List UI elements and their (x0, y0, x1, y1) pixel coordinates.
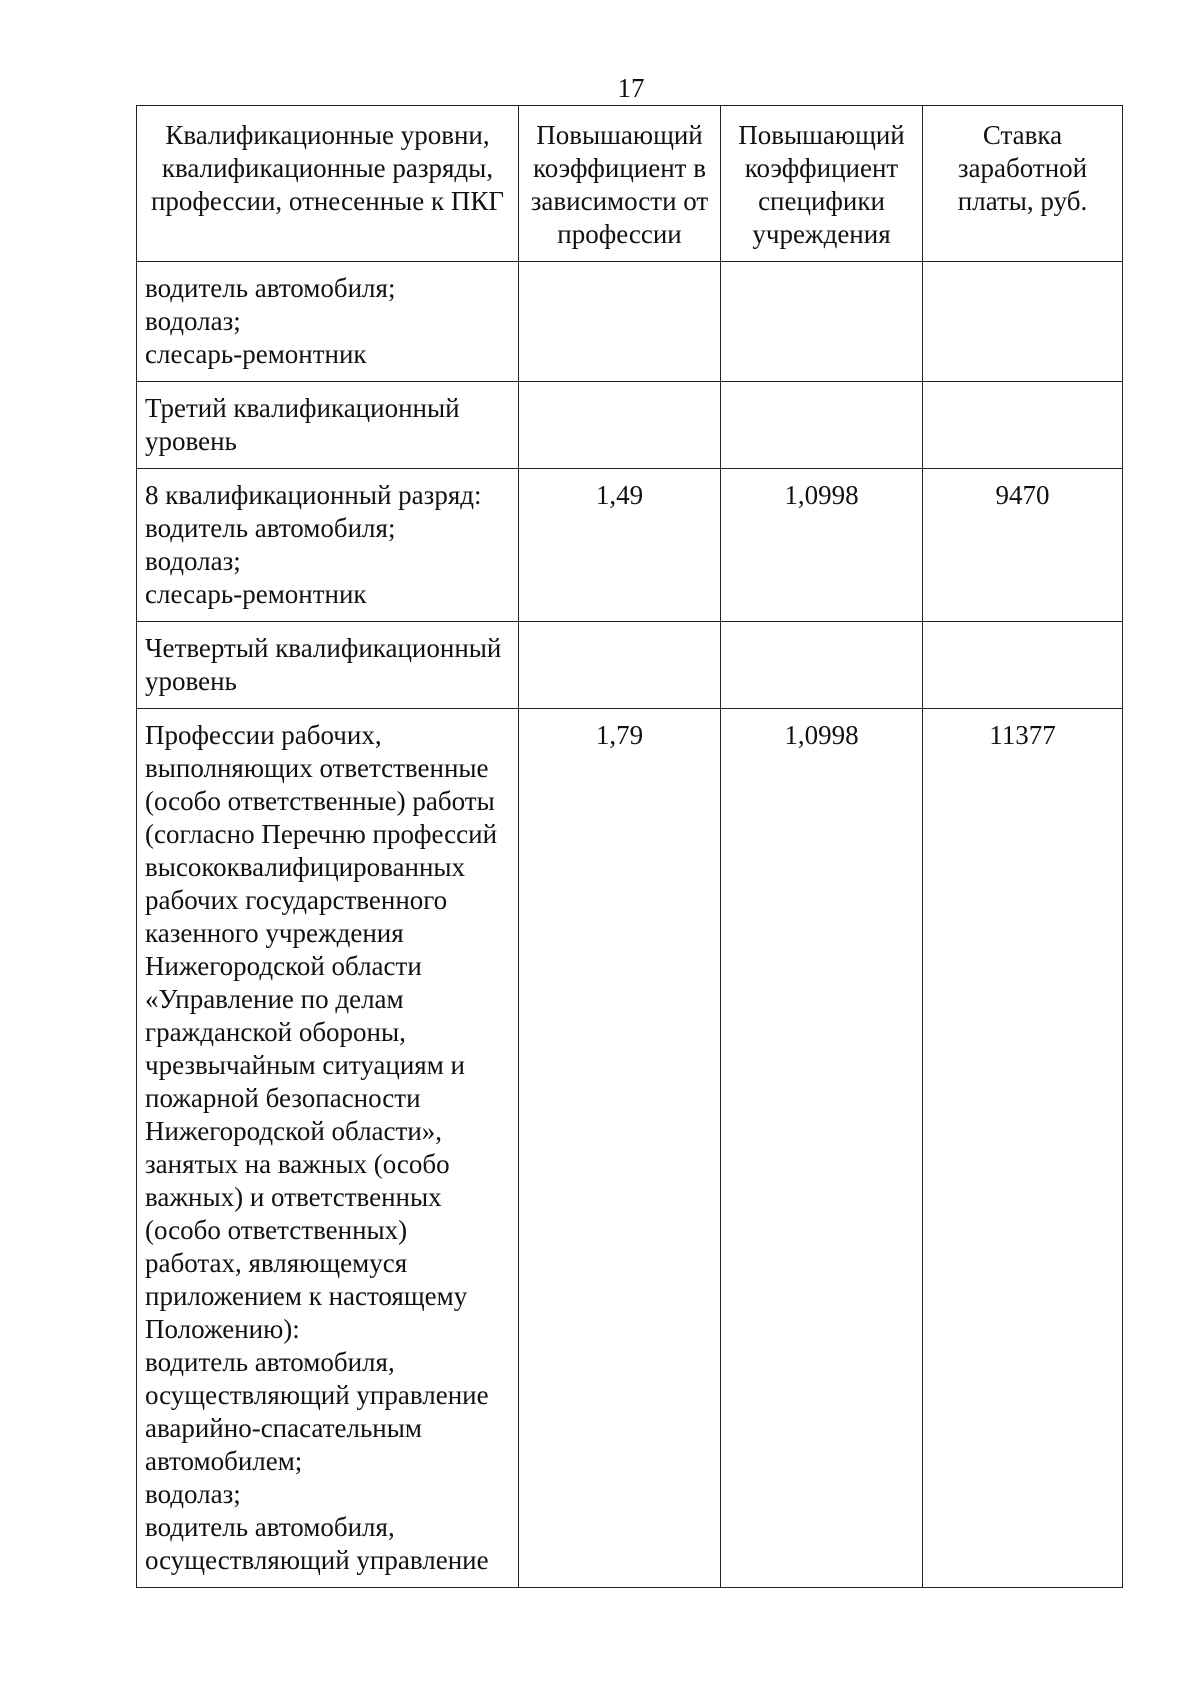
row-institution-coefficient: 1,0998 (721, 469, 923, 622)
row-description: Профессии рабочих, выполняющих ответственные (особо ответственные) работы (согласно Перечню профессий высококвалифицированных рабочих государственного казенного учреждения Нижегородской области «Управление по делам гражданской обороны, чрезвычайным ситуациям и пожарной безопасности Нижегородской области», занятых на важных (особо важных) и ответственных (особо ответственных) работах, являющемуся приложением к настоящему Положению): водитель автомобиля, осуществляющий управление аварийно-спасательным автомобилем; водолаз; водитель автомобиля, осуществляющий управление (137, 709, 519, 1588)
row-description: водитель автомобиля; водолаз; слесарь-ремонтник (137, 262, 519, 382)
table-row (137, 709, 1123, 1588)
row-salary-rate (923, 382, 1123, 469)
row-description: Четвертый квалификационный уровень (137, 622, 519, 709)
table-row (137, 469, 1123, 622)
row-institution-coefficient: 1,0998 (721, 709, 923, 1588)
header-salary-rate: Ставка заработной платы, руб. (923, 106, 1123, 262)
table-row (137, 382, 1123, 469)
row-salary-rate (923, 622, 1123, 709)
row-salary-rate: 11377 (923, 709, 1123, 1588)
row-institution-coefficient (721, 622, 923, 709)
row-description: Третий квалификационный уровень (137, 382, 519, 469)
row-description: 8 квалификационный разряд: водитель автомобиля; водолаз; слесарь-ремонтник (137, 469, 519, 622)
row-salary-rate (923, 262, 1123, 382)
row-profession-coefficient: 1,79 (519, 709, 721, 1588)
header-qualification-levels: Квалификационные уровни, квалификационные разряды, профессии, отнесенные к ПКГ (137, 106, 519, 262)
row-profession-coefficient (519, 262, 721, 382)
table-row (137, 622, 1123, 709)
table-row (137, 262, 1123, 382)
salary-table (136, 105, 1123, 1588)
header-institution-coefficient: Повышающий коэффициент специфики учреждения (721, 106, 923, 262)
table-header-row (137, 106, 1123, 262)
row-salary-rate: 9470 (923, 469, 1123, 622)
header-profession-coefficient: Повышающий коэффициент в зависимости от профессии (519, 106, 721, 262)
row-institution-coefficient (721, 382, 923, 469)
row-institution-coefficient (721, 262, 923, 382)
row-profession-coefficient: 1,49 (519, 469, 721, 622)
row-profession-coefficient (519, 622, 721, 709)
page-number: 17 (617, 73, 645, 103)
row-profession-coefficient (519, 382, 721, 469)
